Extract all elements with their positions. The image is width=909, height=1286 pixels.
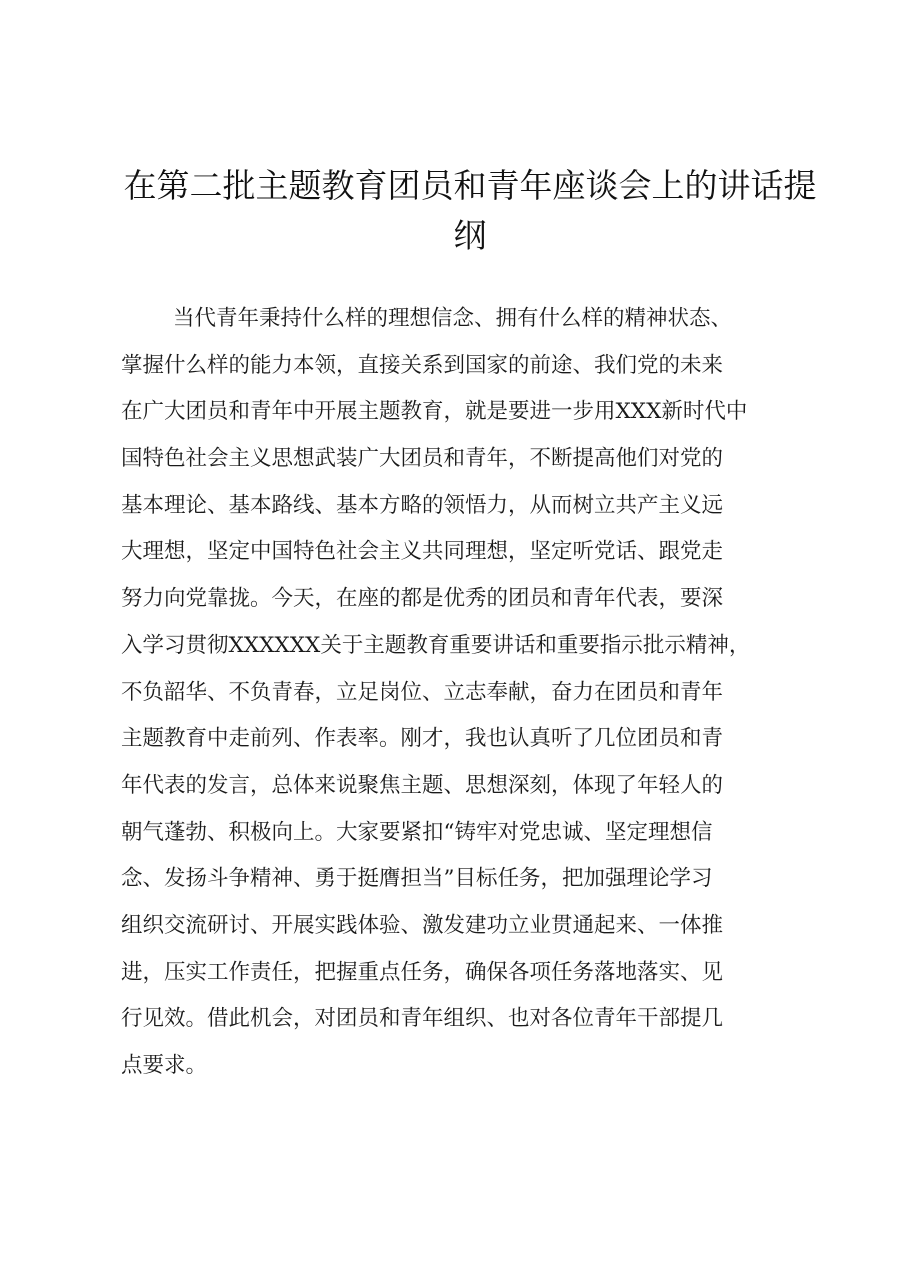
document-title [100,161,840,261]
body-line-8: 入学习贯彻XXXXXX关于主题教育重要讲话和重要指示批示精神， [121,632,751,658]
body-line-6: 大理想，坚定中国特色社会主义共同理想，坚定听党话、跟党走 [121,539,724,565]
body-line-7: 努力向党靠拢。今天，在座的都是优秀的团员和青年代表，要深 [121,586,724,612]
body-line-5: 基本理论、基本路线、基本方略的领悟力，从而树立共产主义远 [121,492,724,518]
title-line-2: 纲 [453,216,487,255]
body-line-9: 不负韶华、不负青春，立足岗位、立志奉献，奋力在团员和青年 [121,679,724,705]
body-line-10: 主题教育中走前列、作表率。刚才，我也认真听了几位团员和青 [121,726,724,752]
body-line-4: 国特色社会主义思想武装广大团员和青年，不断提高他们对党的 [121,446,724,472]
title-line-1: 在第二批主题教育团员和青年座谈会上的讲话提 [123,166,817,205]
body-line-1: 当代青年秉持什么样的理想信念、拥有什么样的精神状态、 [173,306,733,331]
body-line-14: 组织交流研讨、开展实践体验、激发建功立业贯通起来、一体推 [121,912,724,938]
body-line-16: 行见效。借此机会，对团员和青年组织、也对各位青年干部提几 [121,1006,724,1032]
body-line-15: 进，压实工作责任，把握重点任务，确保各项任务落地落实、见 [121,959,724,985]
body-line-13: 念、发扬斗争精神、勇于挺膺担当”目标任务，把加强理论学习 [121,866,713,892]
body-line-11: 年代表的发言，总体来说聚焦主题、思想深刻，体现了年轻人的 [121,772,724,798]
body-line-3: 在广大团员和青年中开展主题教育，就是要进一步用XXX新时代中 [121,399,748,425]
body-line-2: 掌握什么样的能力本领，直接关系到国家的前途、我们党的未来 [121,352,724,378]
body-line-17: 点要求。 [121,1053,208,1078]
document-body-paragraph [121,296,811,1090]
body-line-12: 朝气蓬勃、积极向上。大家要紧扣“铸牢对党忠诚、坚定理想信 [121,819,713,845]
